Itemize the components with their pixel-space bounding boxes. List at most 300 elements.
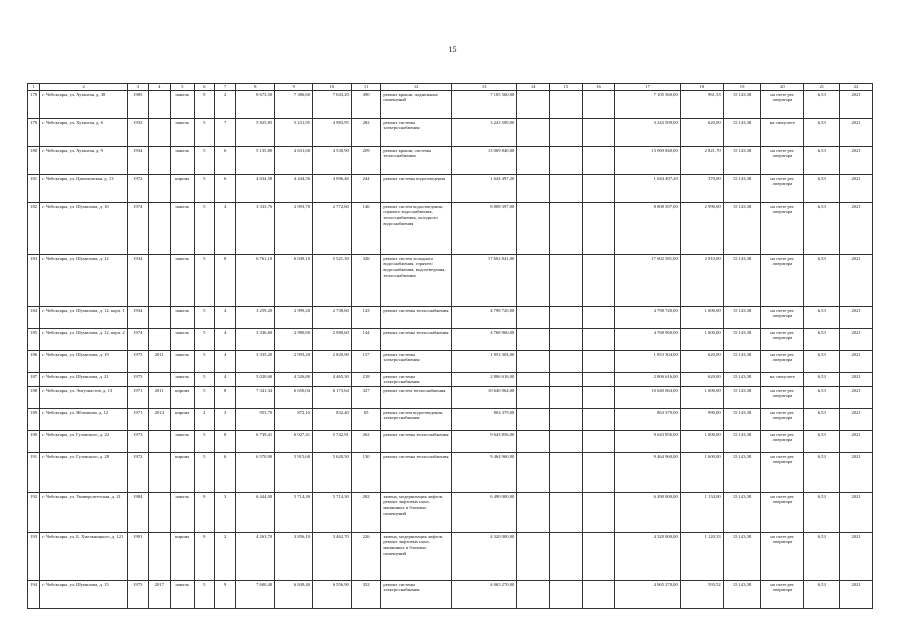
- table-cell: 1 600,00: [680, 307, 723, 329]
- table-cell: 2 806 616,00: [451, 373, 516, 387]
- table-cell: [148, 453, 170, 493]
- table-cell: 282: [351, 119, 381, 147]
- table-cell: 2011: [148, 351, 170, 373]
- table-cell: на счете рег. оператора: [761, 203, 804, 255]
- table-cell: 2 990,00: [680, 203, 723, 255]
- table-cell: 15 143,38: [723, 453, 761, 493]
- table-cell: [517, 351, 550, 373]
- table-cell: 6,53: [804, 203, 840, 255]
- column-number-cell: 22: [840, 84, 873, 91]
- table-cell: на счете рег. оператора: [761, 453, 804, 493]
- table-cell: 184: [28, 307, 40, 329]
- table-cell: 9: [194, 91, 214, 119]
- column-number-cell: 8: [236, 84, 275, 91]
- column-number-cell: 4: [148, 84, 170, 91]
- table-cell: 4 768 960,00: [451, 329, 516, 351]
- table-cell: 2021: [840, 351, 873, 373]
- table-cell: ремонт системы теплоснабжения: [381, 453, 452, 493]
- table-cell: 961,53: [680, 91, 723, 119]
- table-cell: г. Чебоксары, ул. Энтузиастов, д. 13: [40, 387, 128, 409]
- table-cell: 4 320 000,00: [451, 533, 516, 581]
- table-cell: панель: [171, 581, 195, 609]
- table-cell: [582, 175, 615, 203]
- table-cell: г. Чебоксары, ул. Яблочкова, д. 12: [40, 409, 128, 431]
- table-row: [28, 431, 873, 453]
- table-cell: 4 096,46: [312, 175, 351, 203]
- table-cell: ремонт системы электроснабжения: [381, 351, 452, 373]
- table-cell: 15 143,38: [723, 203, 761, 255]
- table-cell: 5 742,91: [312, 431, 351, 453]
- column-number-cell: 5: [171, 84, 195, 91]
- table-cell: [582, 533, 615, 581]
- table-cell: [550, 373, 583, 387]
- table-cell: 1 600,00: [680, 329, 723, 351]
- table-cell: [582, 493, 615, 533]
- table-cell: 5: [194, 119, 214, 147]
- table-cell: 3 335,20: [236, 351, 275, 373]
- table-cell: замена, модернизация лифтов, ремонт лифтовых шахт, машинных и блочных помещений: [381, 533, 452, 581]
- table-cell: 15 143,38: [723, 91, 761, 119]
- table-cell: на спецсчете: [761, 119, 804, 147]
- table-cell: 3 336,60: [236, 329, 275, 351]
- column-number-cell: 21: [804, 84, 840, 91]
- table-cell: [517, 91, 550, 119]
- table-cell: [550, 307, 583, 329]
- table-cell: 188: [28, 387, 40, 409]
- table-cell: 1985: [128, 91, 148, 119]
- table-cell: 2021: [840, 307, 873, 329]
- table-cell: г. Чебоксары, ул. Шумилова, д. 21: [40, 373, 128, 387]
- table-cell: 863 379,00: [451, 409, 516, 431]
- table-cell: 1933: [128, 119, 148, 147]
- column-number-row: [28, 84, 873, 91]
- table-cell: 6 027,41: [275, 431, 313, 453]
- table-cell: [582, 409, 615, 431]
- table-cell: 5 135,80: [236, 147, 275, 175]
- table-cell: 6 849,40: [275, 581, 313, 609]
- column-number-cell: 13: [451, 84, 516, 91]
- table-cell: 65: [351, 409, 381, 431]
- table-cell: 5 521,30: [312, 255, 351, 307]
- table-cell: 2021: [840, 431, 873, 453]
- table-cell: на счете рег. оператора: [761, 431, 804, 453]
- table-cell: 327: [351, 387, 381, 409]
- table-cell: [517, 307, 550, 329]
- table-cell: 990,00: [680, 409, 723, 431]
- table-cell: ремонт системы электроснабжения: [381, 581, 452, 609]
- table-cell: 4 798 720,00: [615, 307, 680, 329]
- table-cell: [550, 203, 583, 255]
- table-cell: [148, 119, 170, 147]
- table-cell: 2021: [840, 175, 873, 203]
- table-cell: ремонт систем теплоснабжения: [381, 387, 452, 409]
- table-cell: на счете рег. оператора: [761, 533, 804, 581]
- table-cell: 490: [351, 91, 381, 119]
- table-cell: 9 643 856,00: [615, 431, 680, 453]
- table-cell: [550, 119, 583, 147]
- table-cell: 2021: [840, 409, 873, 431]
- table-cell: 6,53: [804, 329, 840, 351]
- table-cell: панель: [171, 119, 195, 147]
- table-cell: панель: [171, 203, 195, 255]
- table-cell: [148, 203, 170, 255]
- table-cell: 2 993,70: [275, 203, 313, 255]
- table-cell: 370,00: [680, 175, 723, 203]
- table-cell: на спецсчете: [761, 373, 804, 387]
- table-cell: 1975: [128, 351, 148, 373]
- table-cell: 15 143,38: [723, 431, 761, 453]
- table-cell: [582, 147, 615, 175]
- table-cell: панель: [171, 91, 195, 119]
- table-cell: 15 143,38: [723, 351, 761, 373]
- table-cell: 2017: [148, 581, 170, 609]
- table-cell: 5: [194, 203, 214, 255]
- table-cell: г. Чебоксары, ул. Хузангая, д. 9: [40, 147, 128, 175]
- table-cell: 7 105 560,00: [451, 91, 516, 119]
- table-cell: г. Чебоксары, ул. Шумилова, д. 19: [40, 351, 128, 373]
- table-cell: на счете рег. оператора: [761, 387, 804, 409]
- table-cell: [517, 533, 550, 581]
- table-cell: [582, 453, 615, 493]
- table-cell: 6,53: [804, 91, 840, 119]
- table-cell: 8 808 397,00: [615, 203, 680, 255]
- table-cell: 15 143,38: [723, 255, 761, 307]
- table-cell: 1971: [128, 387, 148, 409]
- table-row: [28, 387, 873, 409]
- table-cell: г. Чебоксары, ул. Шумилова, д. 12, корп. 1: [40, 307, 128, 329]
- table-cell: 953,70: [236, 409, 275, 431]
- table-cell: 17 602 581,00: [615, 255, 680, 307]
- table-cell: ремонт системы водоотведения: [381, 175, 452, 203]
- table-cell: 5: [194, 307, 214, 329]
- table-cell: 6 570,90: [236, 453, 275, 493]
- table-cell: на счете рег. оператора: [761, 409, 804, 431]
- table-cell: 262: [351, 431, 381, 453]
- table-cell: [582, 119, 615, 147]
- table-cell: 15 143,38: [723, 533, 761, 581]
- table-cell: [582, 203, 615, 255]
- table-cell: 190: [28, 431, 40, 453]
- table-cell: 1972: [128, 453, 148, 493]
- table-cell: г. Чебоксары, ул. Хузангая, д. 6: [40, 119, 128, 147]
- table-cell: 2021: [840, 329, 873, 351]
- table-cell: 4: [214, 307, 235, 329]
- table-row: [28, 351, 873, 373]
- table-cell: кирпич: [171, 175, 195, 203]
- table-cell: 185: [28, 329, 40, 351]
- table-cell: г. Чебоксары, ул. Шумилова, д. 12, корп. 2: [40, 329, 128, 351]
- table-cell: 209: [351, 147, 381, 175]
- table-cell: на счете рег. оператора: [761, 307, 804, 329]
- table-cell: 191: [28, 453, 40, 493]
- table-row: [28, 119, 873, 147]
- column-number-cell: 10: [312, 84, 351, 91]
- table-cell: 6,53: [804, 351, 840, 373]
- table-cell: г. Чебоксары, ул. Гузовского, д. 28: [40, 453, 128, 493]
- table-cell: 863 379,00: [615, 409, 680, 431]
- table-cell: [582, 91, 615, 119]
- table-cell: [550, 147, 583, 175]
- table-cell: 4 530,90: [312, 147, 351, 175]
- table-cell: 15 143,38: [723, 493, 761, 533]
- table-cell: 1975: [128, 581, 148, 609]
- table-cell: 1934: [128, 307, 148, 329]
- table-cell: [550, 387, 583, 409]
- column-number-cell: 11: [351, 84, 381, 91]
- table-cell: [517, 493, 550, 533]
- table-cell: 6 049,10: [275, 255, 313, 307]
- table-cell: 2021: [840, 453, 873, 493]
- table-cell: 5: [194, 581, 214, 609]
- table-cell: 2 999,20: [275, 307, 313, 329]
- table-cell: 192: [28, 493, 40, 533]
- table-row: [28, 533, 873, 581]
- column-number-cell: 12: [381, 84, 452, 91]
- table-cell: 186: [28, 351, 40, 373]
- table-cell: 1 644 497,20: [615, 175, 680, 203]
- table-cell: 282: [351, 493, 381, 533]
- table-cell: 7 341,34: [236, 387, 275, 409]
- table-cell: 15 143,38: [723, 175, 761, 203]
- table-cell: 9: [214, 581, 235, 609]
- table-cell: 6,53: [804, 533, 840, 581]
- table-cell: 6 490 000,00: [615, 493, 680, 533]
- table-cell: 6,53: [804, 431, 840, 453]
- table-cell: г. Чебоксары, ул. Шумилова, д. 12: [40, 255, 128, 307]
- table-cell: 593,52: [680, 581, 723, 609]
- table-cell: ремонт систем водоотведения, электроснабжения: [381, 409, 452, 431]
- table-cell: 8 808 397,00: [451, 203, 516, 255]
- table-cell: 5 825,85: [236, 119, 275, 147]
- table-cell: кирпич: [171, 533, 195, 581]
- table-cell: на счете рег. оператора: [761, 255, 804, 307]
- table-cell: 3 259,20: [236, 307, 275, 329]
- table-cell: на счете рег. оператора: [761, 581, 804, 609]
- table-cell: [517, 581, 550, 609]
- table-cell: панель: [171, 255, 195, 307]
- table-cell: ремонт системы теплоснабжения: [381, 307, 452, 329]
- table-cell: 5: [194, 387, 214, 409]
- table-cell: 2011: [148, 387, 170, 409]
- table-cell: 2 910,00: [680, 255, 723, 307]
- table-cell: 4 065 270,00: [451, 581, 516, 609]
- table-cell: г. Чебоксары, ул. Ципиловская, д. 13: [40, 175, 128, 203]
- table-cell: кирпич: [171, 453, 195, 493]
- table-cell: [550, 581, 583, 609]
- table-cell: 2: [194, 409, 214, 431]
- table-cell: [550, 453, 583, 493]
- table-cell: 8 673,50: [236, 91, 275, 119]
- table-cell: [582, 581, 615, 609]
- table-cell: 4 065 270,00: [615, 581, 680, 609]
- table-cell: 2 820,90: [312, 351, 351, 373]
- table-cell: 5: [194, 453, 214, 493]
- table-cell: на счете рег. оператора: [761, 91, 804, 119]
- table-row: [28, 175, 873, 203]
- table-cell: 7 386,60: [275, 91, 313, 119]
- column-number-cell: 9: [275, 84, 313, 91]
- table-cell: 3 462,70: [312, 533, 351, 581]
- table-cell: 4 768 960,00: [615, 329, 680, 351]
- table-row: [28, 453, 873, 493]
- table-row: [28, 255, 873, 307]
- table-cell: [550, 175, 583, 203]
- table-cell: 2 738,60: [312, 307, 351, 329]
- table-cell: на счете рег. оператора: [761, 493, 804, 533]
- table-cell: [148, 493, 170, 533]
- table-cell: 1 644 497,20: [451, 175, 516, 203]
- table-cell: 5: [194, 351, 214, 373]
- table-cell: 4: [214, 203, 235, 255]
- table-cell: ремонт системы электроснабжения: [381, 119, 452, 147]
- table-cell: 3: [214, 409, 235, 431]
- table-cell: 620,00: [680, 373, 723, 387]
- table-cell: 6 739,41: [236, 431, 275, 453]
- table-cell: 4 983,95: [312, 119, 351, 147]
- table-cell: 1 600,00: [680, 387, 723, 409]
- table-cell: 9 464 960,00: [615, 453, 680, 493]
- table-cell: 15 143,38: [723, 329, 761, 351]
- table-cell: 1934: [128, 147, 148, 175]
- table-cell: 1 853 304,00: [615, 351, 680, 373]
- table-cell: 143: [351, 307, 381, 329]
- table-cell: [550, 329, 583, 351]
- table-cell: 1973: [128, 431, 148, 453]
- table-cell: 832,40: [312, 409, 351, 431]
- table-cell: [148, 147, 170, 175]
- table-cell: 15 143,38: [723, 119, 761, 147]
- table-cell: на счете рег. оператора: [761, 175, 804, 203]
- table-cell: 2 806 616,00: [615, 373, 680, 387]
- table-cell: 2 980,60: [312, 329, 351, 351]
- table-cell: 1975: [128, 373, 148, 387]
- table-cell: [517, 119, 550, 147]
- table-cell: 6 490 000,00: [451, 493, 516, 533]
- table-cell: 3 243 509,00: [615, 119, 680, 147]
- table-cell: 1 600,00: [680, 453, 723, 493]
- column-number-cell: 14: [517, 84, 550, 91]
- table-cell: г. Чебоксары, ул. Шумилова, д. 15: [40, 581, 128, 609]
- table-cell: 6,53: [804, 409, 840, 431]
- table-cell: 6 650,04: [275, 387, 313, 409]
- column-number-cell: 1: [28, 84, 40, 91]
- table-row: [28, 373, 873, 387]
- table-cell: 6 173,64: [312, 387, 351, 409]
- table-cell: 872,10: [275, 409, 313, 431]
- table-cell: 9: [194, 493, 214, 533]
- table-row: [28, 493, 873, 533]
- table-cell: 218: [351, 373, 381, 387]
- table-cell: [517, 431, 550, 453]
- table-cell: 1 134,00: [680, 493, 723, 533]
- table-cell: 1971: [128, 409, 148, 431]
- table-cell: 15 143,38: [723, 387, 761, 409]
- table-cell: 2021: [840, 255, 873, 307]
- table-cell: 4 631,60: [275, 147, 313, 175]
- table-cell: 182: [28, 203, 40, 255]
- table-cell: 3 243 509,00: [451, 119, 516, 147]
- table-cell: 2014: [148, 409, 170, 431]
- table-cell: [550, 255, 583, 307]
- table-cell: [517, 175, 550, 203]
- table-row: [28, 307, 873, 329]
- column-number-cell: 20: [761, 84, 804, 91]
- table-cell: 5: [194, 147, 214, 175]
- table-cell: 8: [214, 387, 235, 409]
- table-cell: 6,53: [804, 175, 840, 203]
- table-cell: [517, 373, 550, 387]
- table-cell: ремонт системы теплоснабжения: [381, 329, 452, 351]
- table-cell: [148, 175, 170, 203]
- table-cell: ремонт систем холодного водоснабжения, горячего водоснабжения, водоотведения, теплоснабжения: [381, 255, 452, 307]
- table-cell: панель: [171, 329, 195, 351]
- table-cell: [517, 203, 550, 255]
- table-body: [28, 84, 873, 609]
- table-cell: [550, 91, 583, 119]
- table-cell: ремонт крыши, подвальных помещений: [381, 91, 452, 119]
- table-cell: 5 020,60: [236, 373, 275, 387]
- table-cell: г. Чебоксары, ул. Хузангая, д. 38: [40, 91, 128, 119]
- table-cell: ремонт системы теплоснабжения: [381, 431, 452, 453]
- repair-registry-table: [27, 83, 873, 609]
- table-cell: панель: [171, 373, 195, 387]
- table-cell: 5: [194, 255, 214, 307]
- table-cell: 2 772,60: [312, 203, 351, 255]
- table-cell: 2 980,60: [275, 329, 313, 351]
- table-cell: 2021: [840, 387, 873, 409]
- table-cell: [517, 255, 550, 307]
- table-cell: панель: [171, 147, 195, 175]
- table-cell: 1974: [128, 203, 148, 255]
- table-cell: [148, 307, 170, 329]
- table-cell: [582, 255, 615, 307]
- table-cell: [550, 351, 583, 373]
- table-cell: [517, 387, 550, 409]
- table-cell: 1 120,33: [680, 533, 723, 581]
- table-cell: кирпич: [171, 387, 195, 409]
- table-cell: 15 143,38: [723, 307, 761, 329]
- column-number-cell: 15: [550, 84, 583, 91]
- table-cell: [582, 329, 615, 351]
- table-cell: 6,53: [804, 493, 840, 533]
- table-cell: 2021: [840, 581, 873, 609]
- table-cell: 1984: [128, 493, 148, 533]
- table-cell: 5: [194, 373, 214, 387]
- table-cell: панель: [171, 351, 195, 373]
- table-cell: 7 043,20: [312, 91, 351, 119]
- table-cell: 10 640 064,00: [451, 387, 516, 409]
- column-number-cell: 18: [680, 84, 723, 91]
- table-cell: 3 333,76: [236, 203, 275, 255]
- table-cell: 5: [194, 175, 214, 203]
- table-cell: 2021: [840, 533, 873, 581]
- table-cell: [148, 533, 170, 581]
- table-cell: 4: [214, 329, 235, 351]
- table-cell: 187: [28, 373, 40, 387]
- table-cell: 5 714,30: [312, 493, 351, 533]
- table-cell: 7: [214, 119, 235, 147]
- table-cell: 5: [194, 329, 214, 351]
- table-cell: 6,53: [804, 119, 840, 147]
- table-cell: 326: [351, 255, 381, 307]
- page-number: 15: [448, 45, 457, 54]
- table-cell: 9 464 960,00: [451, 453, 516, 493]
- table-cell: 181: [28, 175, 40, 203]
- table-cell: 226: [351, 533, 381, 581]
- table-cell: ремонт системы электроснабжения: [381, 373, 452, 387]
- table-cell: 2021: [840, 91, 873, 119]
- table-cell: 4 263,70: [236, 533, 275, 581]
